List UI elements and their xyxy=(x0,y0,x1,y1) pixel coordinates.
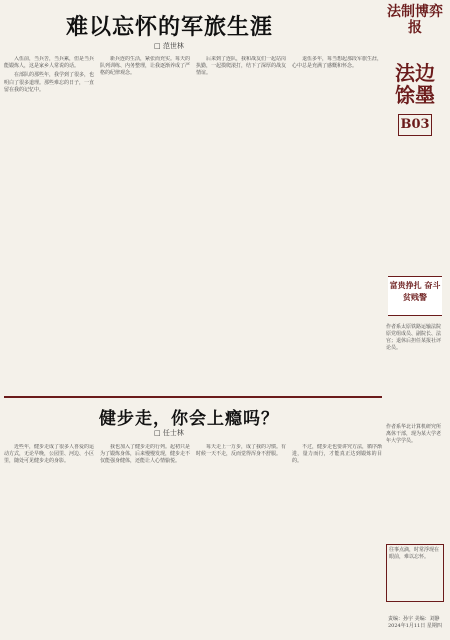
section-title: 法边馀墨 xyxy=(395,61,435,107)
main-content xyxy=(4,4,382,636)
paragraph: 近些年，健步走成了很多人喜爱的运动方式，无论早晚，公园里、河边、小区里，随处可见健步走的身影。 xyxy=(4,444,94,465)
article-column xyxy=(100,56,190,386)
sidebar-essay-box xyxy=(386,544,444,602)
paragraph: 每天走上一万步，成了我的习惯。有时候一天不走，反而觉得浑身不舒服。 xyxy=(196,444,286,458)
essay-text: 往事点滴，时常浮现在眼前，难以忘怀。 xyxy=(389,547,440,560)
page-footer: 责编：孙宇 美编：刘静 2024年1月11日 星期四 xyxy=(388,616,442,629)
paragraph: 退伍多年，每当想起那段军旅生涯，心中总是充满了感慨和怀念。 xyxy=(292,56,382,70)
paragraph: 入伍前，当兵苦，当兵累，但是当兵能锻炼人，这是家乡人常说的话。 xyxy=(4,56,94,70)
paragraph: 后来到了连队，我和战友们一起站岗执勤，一起摸爬滚打，结下了深厚的战友情谊。 xyxy=(196,56,286,77)
article-body xyxy=(4,56,382,386)
motto-banner: 富贵挣扎 奋斗 贫贱警 xyxy=(388,276,442,316)
article-column xyxy=(292,444,382,634)
article-byline: □ 范世林 xyxy=(154,42,184,50)
author-note: 作者系太原铁路运输法院原党组成员、副院长、法官；退休后担任某报社评论员。 xyxy=(386,324,442,351)
article-body xyxy=(4,444,382,634)
article-column xyxy=(292,56,382,386)
article-column xyxy=(4,444,94,634)
article-column xyxy=(196,444,286,634)
masthead-logo: 法制博弈报 xyxy=(387,4,443,36)
article-title: 难以忘怀的军旅生涯 xyxy=(66,14,274,40)
paragraph: 不过，健步走也要讲究方法，循序渐进，量力而行，才能真正达到锻炼的目的。 xyxy=(292,444,382,465)
page-code-badge: B03 xyxy=(398,114,432,136)
paragraph: 新兵连的生活，紧张而充实。每天的队列训练、内务整理，让我逐渐养成了严格的纪律观念。 xyxy=(100,56,190,77)
article-title: 健步走，你会上瘾吗？ xyxy=(99,409,279,429)
article-column xyxy=(4,56,94,386)
article-byline: □ 任士林 xyxy=(154,429,184,437)
paragraph: 在部队的那些年，我学到了很多，也明白了很多道理。那些难忘的日子，一直留在我的记忆中。 xyxy=(4,72,94,93)
author-note: 作者系华北计算机研究所离休干部，现为某大学老年大学学员。 xyxy=(386,424,442,444)
article-column xyxy=(100,444,190,634)
sidebar xyxy=(384,4,446,636)
paragraph: 我也加入了健步走的行列。起初只是为了锻炼身体，后来慢慢发现，健步走不仅能强身健体，还能让人心情愉悦。 xyxy=(100,444,190,465)
section-divider xyxy=(4,396,382,398)
article-column xyxy=(196,56,286,386)
